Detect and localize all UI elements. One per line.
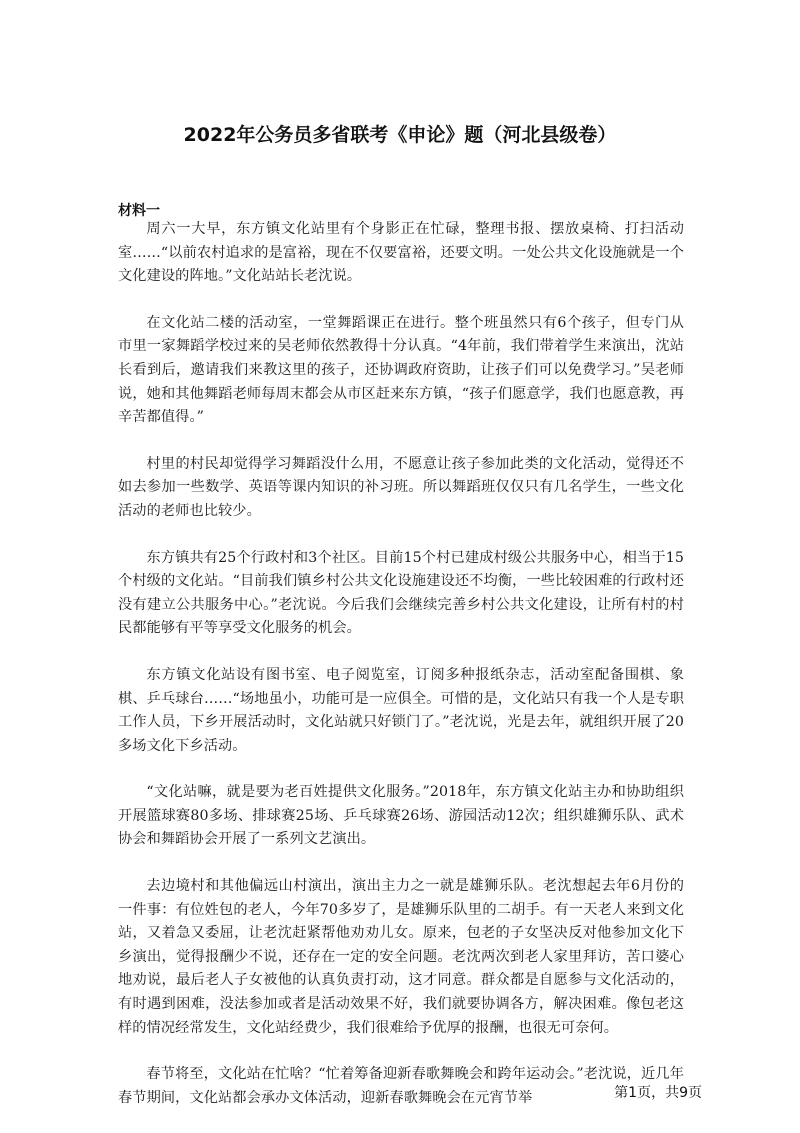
paragraph: 去边境村和其他偏远山村演出，演出主力之一就是雄狮乐队。老沈想起去年6月份的一件事：有位姓包的老人，今年70多岁了，是雄狮乐队里的二胡手。有一天老人来到文化站，又着急又委屈，让老沈赶紧帮他劝劝儿女。原来，包老的子女坚决反对他参加文化下乡演出，觉得报酬少不说，还存在一定的安全问题。老沈两次到老人家里拜访，苦口婆心地劝说，最后老人子女被他的认真负责打动，这才同意。群众都是自愿参与文化活动的，有时遇到困难，没法参加或者是活动效果不好，我们就要协调各方，解决困难。像包老这样的情况经常发生，文化站经费少，我们很难给予优厚的报酬，也很无可奈何。 (118, 878, 684, 1036)
page-number: 第1页，共9页 (614, 1085, 702, 1101)
paragraph: “文化站嘛，就是要为老百姓提供文化服务。”2018年，东方镇文化站主办和协助组织开展篮球赛80多场、排球赛25场、乒乓球赛26场、游园活动12次；组织雄狮乐队、武术协会和舞蹈协会开展了一系列文艺演出。 (118, 784, 684, 848)
document-title: 2022年公务员多省联考《申论》题（河北县级卷） (183, 124, 617, 146)
paragraph: 东方镇共有25个行政村和3个社区。目前15个村已建成村级公共服务中心，相当于15个村级的文化站。“目前我们镇乡村公共文化设施建设还不均衡，一些比较困难的行政村还没有建立公共服务中心。”老沈说。今后我们会继续完善乡村公共文化建设，让所有村的村民都能够有平等享受文化服务的机会。 (118, 549, 684, 637)
section-label: 材料一 (118, 203, 160, 219)
paragraph: 东方镇文化站设有图书室、电子阅览室，订阅多种报纸杂志，活动室配备围棋、象棋、乒乓球台……“场地虽小，功能可是一应俱全。可惜的是，文化站只有我一个人是专职工作人员，下乡开展活动时，文化站就只好锁门了。”老沈说，光是去年，就组织开展了20多场文化下乡活动。 (118, 666, 684, 754)
paragraph: 在文化站二楼的活动室，一堂舞蹈课正在进行。整个班虽然只有6个孩子，但专门从市里一家舞蹈学校过来的吴老师依然教得十分认真。“4年前，我们带着学生来演出，沈站长看到后，邀请我们来教这里的孩子，还协调政府资助，让孩子们可以免费学习。”吴老师说，她和其他舞蹈老师每周末都会从市区赶来东方镇，“孩子们愿意学，我们也愿意教，再辛苦都值得。” (118, 314, 684, 426)
paragraph: 村里的村民却觉得学习舞蹈没什么用，不愿意让孩子参加此类的文化活动，觉得还不如去参加一些数学、英语等课内知识的补习班。所以舞蹈班仅仅只有几名学生，一些文化活动的老师也比较少。 (118, 455, 684, 519)
paragraph: 春节将至，文化站在忙啥？“忙着筹备迎新春歌舞晚会和跨年运动会。”老沈说，近几年春节期间，文化站都会承办文体活动，迎新春歌舞晚会在元宵节举 (118, 1066, 684, 1106)
paragraph: 周六一大早，东方镇文化站里有个身影正在忙碌，整理书报、摆放桌椅、打扫活动室……“以前农村追求的是富裕，现在不仅要富裕，还要文明。一处公共文化设施就是一个文化建设的阵地。”文化站站长老沈说。 (118, 221, 684, 285)
document-body (118, 218, 684, 1133)
